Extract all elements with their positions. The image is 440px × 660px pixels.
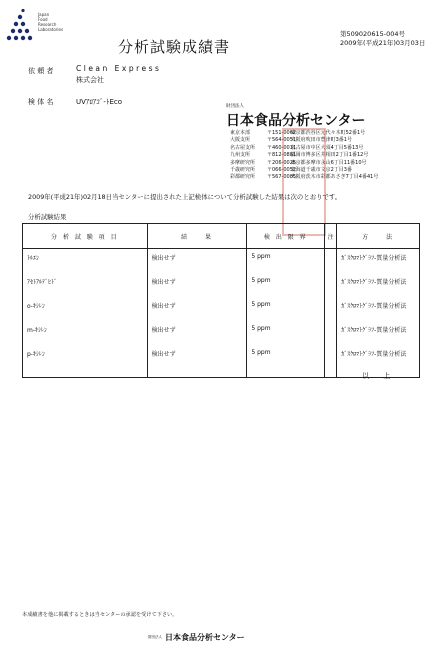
office-name: 九州支所 [230, 152, 251, 159]
office-zip: 〒812-0881 [267, 152, 297, 159]
note-cell [325, 249, 337, 274]
office-address: 北海道千歳市文京2丁目3番 [290, 167, 352, 174]
sample-name: UVｱﾛｱｺﾞ-ﾄEco [76, 98, 122, 106]
limit-cell: 5 ppm [247, 345, 325, 378]
office-zip: 〒206-0025 [267, 159, 297, 166]
office-zip: 〒066-0052 [267, 167, 297, 174]
organization-corp-type: 財団法人 [226, 104, 244, 109]
office-address: 東京都多摩市永山6丁目11番10号 [290, 159, 367, 166]
column-header-note: 注 [325, 224, 337, 249]
organization-name: 日本食品分析センター [226, 113, 366, 129]
office-name: 多摩研究所 [230, 159, 256, 166]
item-cell: o-ｷｼﾚﾝ [23, 297, 148, 321]
client-name-suffix: 株式会社 [76, 76, 104, 84]
office-zip: 〒151-0062 [267, 130, 297, 136]
item-cell: m-ｷｼﾚﾝ [23, 321, 148, 345]
table-row [23, 321, 420, 345]
limit-cell: 5 ppm [247, 249, 325, 274]
column-header-result: 結 果 [147, 224, 247, 249]
table-row [23, 273, 420, 297]
section-title: 分析試験結果 [28, 213, 67, 221]
office-address: 大阪府茨木市彩都あさぎ7丁目4番41号 [290, 174, 379, 181]
note-cell [325, 297, 337, 321]
method-cell: ｶﾞｽｸﾛﾏﾄｸﾞﾗﾌ-質量分析法 [337, 273, 420, 297]
note-cell [325, 345, 337, 378]
office-zip: 〒564-0051 [267, 137, 297, 144]
office-address: 福岡市博多区井相田2丁目1番12号 [290, 152, 369, 159]
office-address: 東京都渋谷区元代々木町52番1号 [290, 130, 366, 136]
footer-note: 本成績書を他に掲載するときは当センターの承認を受けて下さい。 [22, 612, 178, 618]
office-name: 彩都研究所 [230, 174, 256, 181]
logo-line: Research [38, 22, 57, 27]
method-cell: ｶﾞｽｸﾛﾏﾄｸﾞﾗﾌ-質量分析法 [337, 297, 420, 321]
closing-mark: 以 上 [362, 372, 397, 380]
client-label: 依 頼 者 [28, 67, 54, 75]
column-header-limit: 検 出 限 界 [247, 224, 325, 249]
footer-corp-type: 財団法人 [148, 635, 162, 639]
office-name: 東京本部 [230, 130, 251, 136]
limit-cell: 5 ppm [247, 297, 325, 321]
table-header-row [23, 224, 420, 249]
sample-label: 検 体 名 [28, 98, 54, 106]
intro-text: 2009年(平成21年)02月18日当センターに提出された上記検体について分析試験した結果は次のとおりです。 [28, 193, 342, 201]
result-cell: 検出せず [147, 345, 247, 378]
method-cell: ｶﾞｽｸﾛﾏﾄｸﾞﾗﾌ-質量分析法 [337, 321, 420, 345]
result-cell: 検出せず [147, 321, 247, 345]
office-address: 大阪府吹田市豊津町3番1号 [290, 137, 352, 144]
item-cell: ｱｾﾄｱﾙﾃﾞﾋﾄﾞ [23, 273, 148, 297]
logo-line: Japan [38, 12, 50, 17]
note-cell [325, 321, 337, 345]
limit-cell: 5 ppm [247, 273, 325, 297]
table-row [23, 249, 420, 274]
item-cell: p-ｷｼﾚﾝ [23, 345, 148, 378]
logo-line: Food [38, 17, 48, 22]
method-cell: ｶﾞｽｸﾛﾏﾄｸﾞﾗﾌ-質量分析法 [337, 345, 420, 378]
organization-logo [5, 8, 37, 46]
table-row [23, 345, 420, 378]
office-zip: 〒460-0011 [267, 144, 297, 151]
document-reference [340, 30, 425, 48]
result-cell: 検出せず [147, 273, 247, 297]
note-cell [325, 273, 337, 297]
result-cell: 検出せず [147, 297, 247, 321]
official-seal-stamp [282, 128, 326, 236]
logo-line: Laboratories [38, 27, 64, 32]
document-title: 分析試験成績書 [118, 38, 231, 56]
logo-text [38, 12, 63, 32]
office-name: 千歳研究所 [230, 167, 256, 174]
result-cell: 検出せず [147, 249, 247, 274]
document-number: 第509020615-004号 [340, 30, 405, 38]
document-date: 2009年(平成21年)03月03日 [340, 39, 426, 47]
item-cell: ﾄﾙｴﾝ [23, 249, 148, 274]
results-table [22, 223, 420, 378]
limit-cell: 5 ppm [247, 321, 325, 345]
office-name: 名古屋支所 [230, 144, 256, 151]
office-name: 大阪支所 [230, 137, 251, 144]
method-cell: ｶﾞｽｸﾛﾏﾄｸﾞﾗﾌ-質量分析法 [337, 249, 420, 274]
column-header-method: 方 法 [337, 224, 420, 249]
office-zip: 〒567-0085 [267, 174, 297, 181]
table-row [23, 297, 420, 321]
client-name: Clean Express [76, 64, 162, 73]
column-header-item: 分 析 試 験 項 目 [23, 224, 148, 249]
footer-organization-name: 日本食品分析センター [165, 633, 245, 642]
office-address: 名古屋市中区大須4丁目5番13号 [290, 144, 364, 151]
